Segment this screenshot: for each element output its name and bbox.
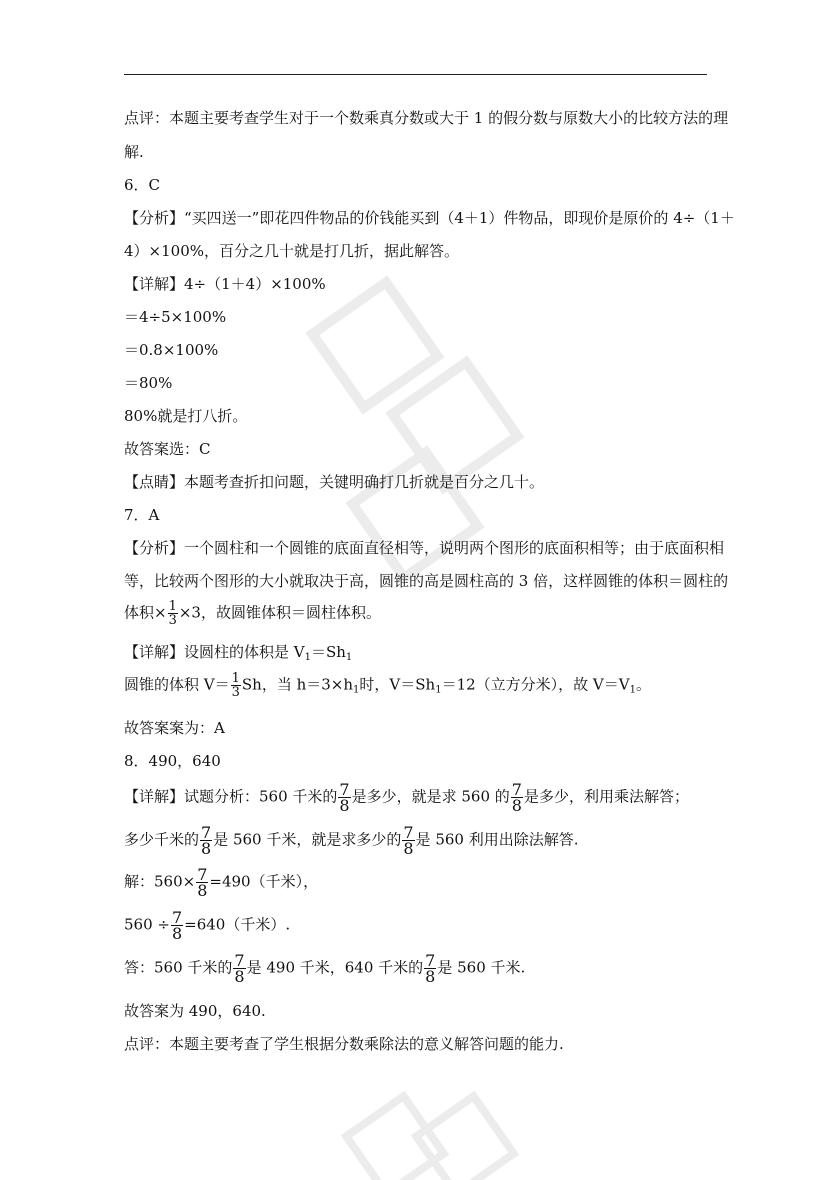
text-line: 点评：本题主要考查学生对于一个数乘真分数或大于 1 的假分数与原数大小的比较方法的理 — [124, 109, 729, 127]
text-line-fraction: 【详解】试题分析：560 千米的 $\frac{7}{8}$ 是多少，就是求 560 的 $\frac{7}{8}$ 是多少，利用乘法解答； — [124, 780, 689, 815]
text-line: ＝4÷5×100% — [124, 308, 227, 326]
text-line: 点评：本题主要考查了学生根据分数乘除法的意义解答问题的能力. — [124, 1035, 564, 1053]
fraction: $\frac{7}{8}$ — [197, 865, 208, 900]
text-line: 故答案案为：A — [124, 719, 225, 737]
text-line: 故答案为 490，640. — [124, 1002, 266, 1020]
text-line: ＝0.8×100% — [124, 341, 219, 359]
text-line: 【分析】“买四送一”即花四件物品的价钱能买到（4＋1）件物品，即现价是原价的 4÷（1＋ — [124, 209, 735, 227]
fraction: $\frac{7}{8}$ — [425, 951, 436, 986]
text-line-fraction: 560 ÷ $\frac{7}{8}$ =640（千米）. — [124, 908, 291, 943]
text-line-fraction: 答：560 千米的 $\frac{7}{8}$ 是 490 千米，640 千米的 $\frac{7}{8}$ 是 560 千米. — [124, 951, 526, 986]
fraction: $\frac{1}{3}$ — [231, 671, 240, 700]
fraction: $\frac{7}{8}$ — [511, 780, 522, 815]
question-6-answer: 6．C — [124, 176, 161, 194]
text-line: 【点睛】本题考查折扣问题，关键明确打几折就是百分之几十。 — [124, 473, 545, 491]
text-line: 等，比较两个图形的大小就取决于高，圆锥的高是圆柱高的 3 倍，这样圆锥的体积＝圆柱的 — [124, 572, 729, 590]
text-line: 4）×100%，百分之几十就是打几折，据此解答。 — [124, 242, 459, 260]
text-line-fraction: 体积× $\frac{1}{3}$ ×3，故圆锥体积＝圆柱体积。 — [124, 599, 381, 628]
fraction: $\frac{7}{8}$ — [171, 908, 183, 943]
text-line: 解. — [124, 143, 144, 161]
header-rule — [124, 74, 707, 75]
text-line: 80%就是打八折。 — [124, 407, 248, 425]
text-line: ＝80% — [124, 374, 173, 392]
fraction: $\frac{7}{8}$ — [201, 823, 212, 858]
text-line: 【详解】4÷（1＋4）×100% — [124, 275, 326, 293]
text-line: 【分析】一个圆柱和一个圆锥的底面直径相等，说明两个图形的底面积相等；由于底面积相 — [124, 539, 725, 557]
text-line-fraction: 多少千米的 $\frac{7}{8}$ 是 560 千米，就是求多少的 $\frac{7}{8}$ 是 560 利用出除法解答. — [124, 823, 579, 858]
question-7-answer: 7．A — [124, 506, 160, 524]
fraction: $\frac{1}{3}$ — [168, 599, 177, 628]
text-line-subscript: 【详解】设圆柱的体积是 $V_1=Sh_1$ — [124, 643, 353, 663]
text-line-fraction: 圆锥的体积 V＝ $\frac{1}{3}$ Sh，当 $h=3\times h_1$时，$V=Sh_1=12$（立方分米），故 $V=V_1$。 — [124, 671, 651, 700]
text-line: 故答案选：C — [124, 440, 211, 458]
fraction: $\frac{7}{8}$ — [403, 823, 414, 858]
fraction: $\frac{7}{8}$ — [339, 780, 350, 815]
text-line-fraction: 解：560× $\frac{7}{8}$ =490（千米）， — [124, 865, 319, 900]
question-8-answer: 8．490，640 — [124, 752, 221, 770]
fraction: $\frac{7}{8}$ — [234, 951, 245, 986]
watermark-logo-bottom — [320, 1090, 520, 1180]
